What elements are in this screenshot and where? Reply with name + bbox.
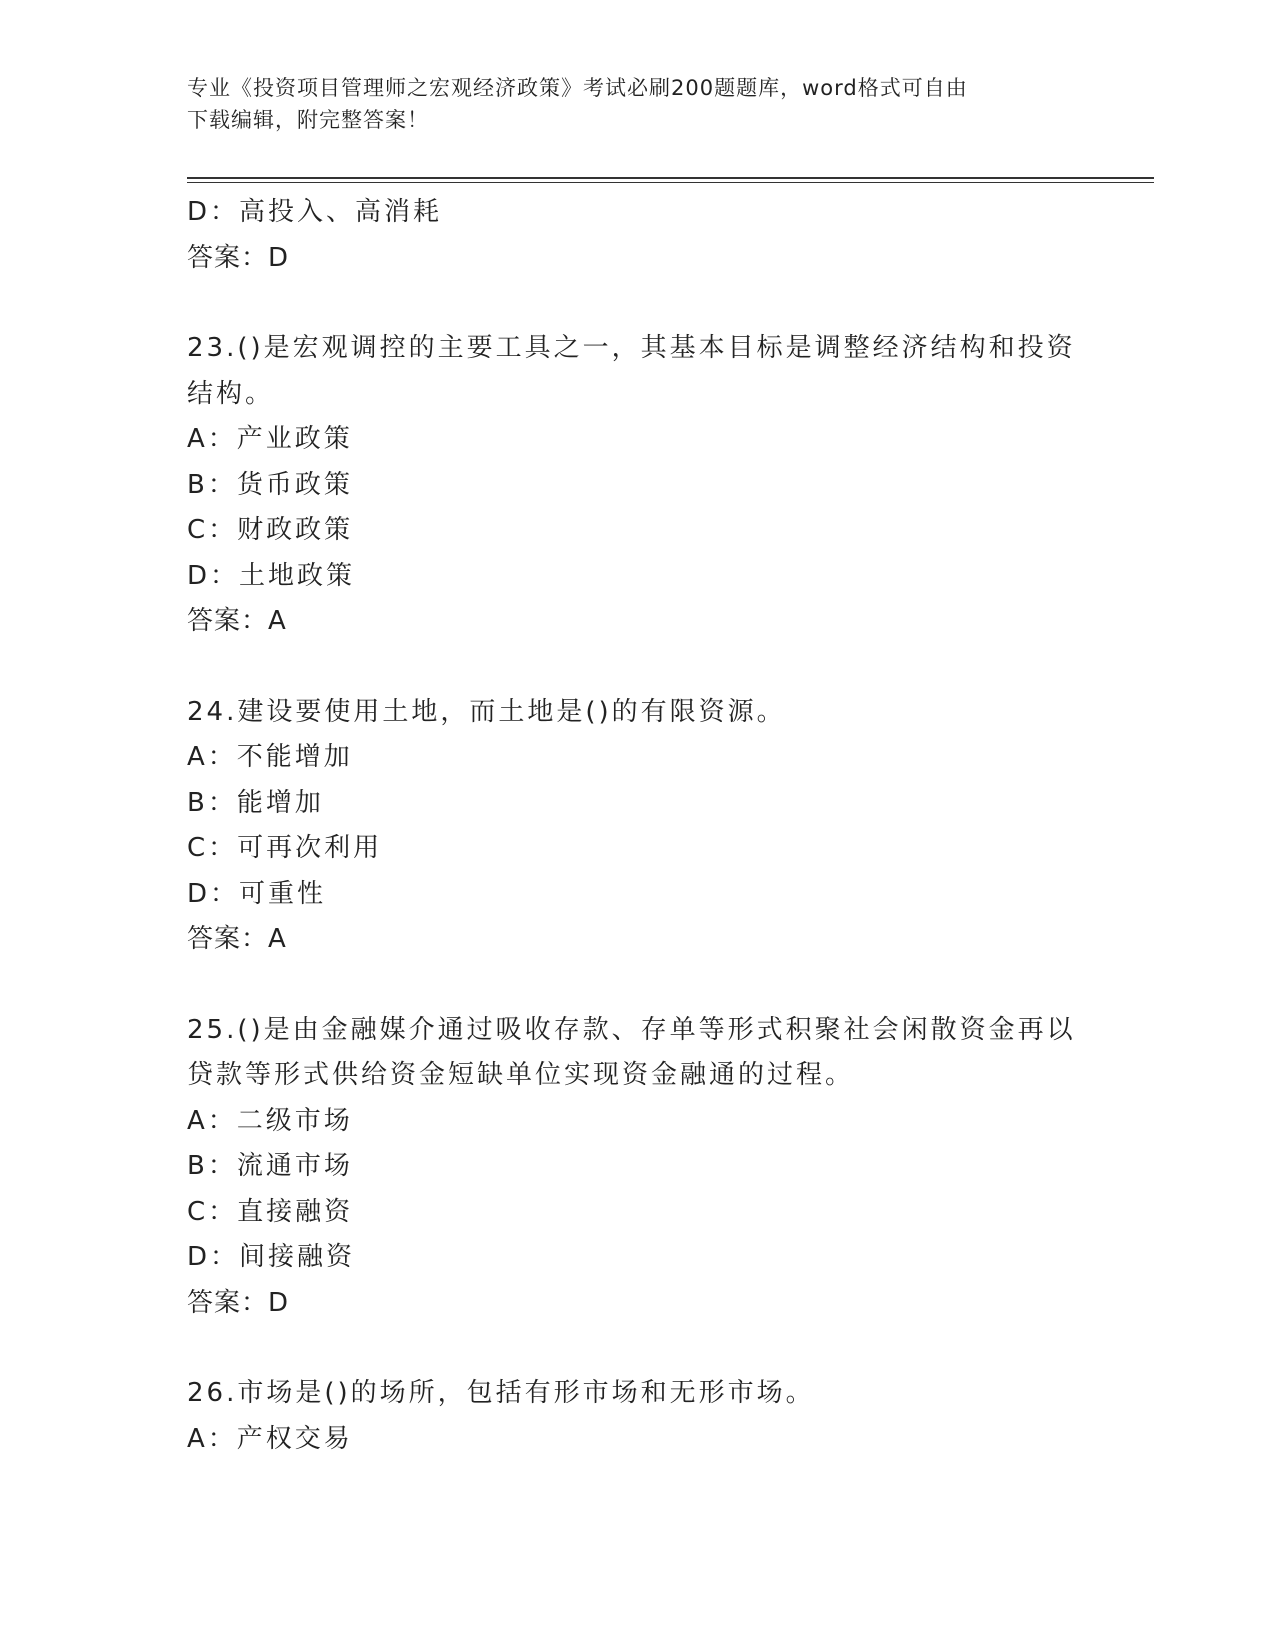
option-a: A：产权交易	[187, 1423, 353, 1454]
question-stem: 25.()是由金融媒介通过吸收存款、存单等形式积聚社会闲散资金再以	[187, 1014, 1076, 1045]
question-stem: 23.()是宏观调控的主要工具之一，其基本目标是调整经济结构和投资	[187, 333, 1076, 363]
header-divider-thick	[187, 177, 1154, 179]
option-a: A：不能增加	[187, 742, 353, 772]
question-content	[187, 190, 1107, 1462]
header-divider-thin	[187, 182, 1154, 183]
question-stem: 24.建设要使用土地，而土地是()的有限资源。	[187, 696, 786, 727]
question-stem-continued: 贷款等形式供给资金短缺单位实现资金融通的过程。	[187, 1060, 855, 1090]
question-stem: 26.市场是()的场所，包括有形市场和无形市场。	[187, 1378, 815, 1408]
question-25	[187, 1008, 1107, 1327]
option-d: D：可重性	[187, 878, 327, 909]
option-c: C：财政政策	[187, 515, 354, 545]
answer-line: 答案：D	[187, 1287, 290, 1318]
option-a: A：产业政策	[187, 424, 353, 454]
question-24	[187, 690, 1107, 963]
option-b: B：能增加	[187, 787, 324, 818]
answer-line: 答案：A	[187, 924, 287, 954]
option-c: C：直接融资	[187, 1196, 354, 1227]
document-header	[187, 72, 1087, 136]
answer-line: 答案：D	[187, 242, 290, 273]
answer-line: 答案：A	[187, 606, 287, 636]
header-line-1: 专业《投资项目管理师之宏观经济政策》考试必刷200题题库，word格式可自由	[187, 76, 968, 100]
option-a: A：二级市场	[187, 1105, 353, 1136]
option-d: D：间接融资	[187, 1242, 356, 1272]
question-26	[187, 1371, 1107, 1462]
header-line-2: 下载编辑，附完整答案！	[187, 108, 429, 132]
option-d: D：土地政策	[187, 560, 356, 591]
option-c: C：可再次利用	[187, 833, 383, 863]
option-b: B：货币政策	[187, 469, 353, 500]
previous-question-tail	[187, 190, 1107, 281]
question-stem-continued: 结构。	[187, 378, 275, 409]
option-b: B：流通市场	[187, 1151, 353, 1181]
question-23	[187, 326, 1107, 645]
option-d: D：高投入、高消耗	[187, 197, 443, 227]
